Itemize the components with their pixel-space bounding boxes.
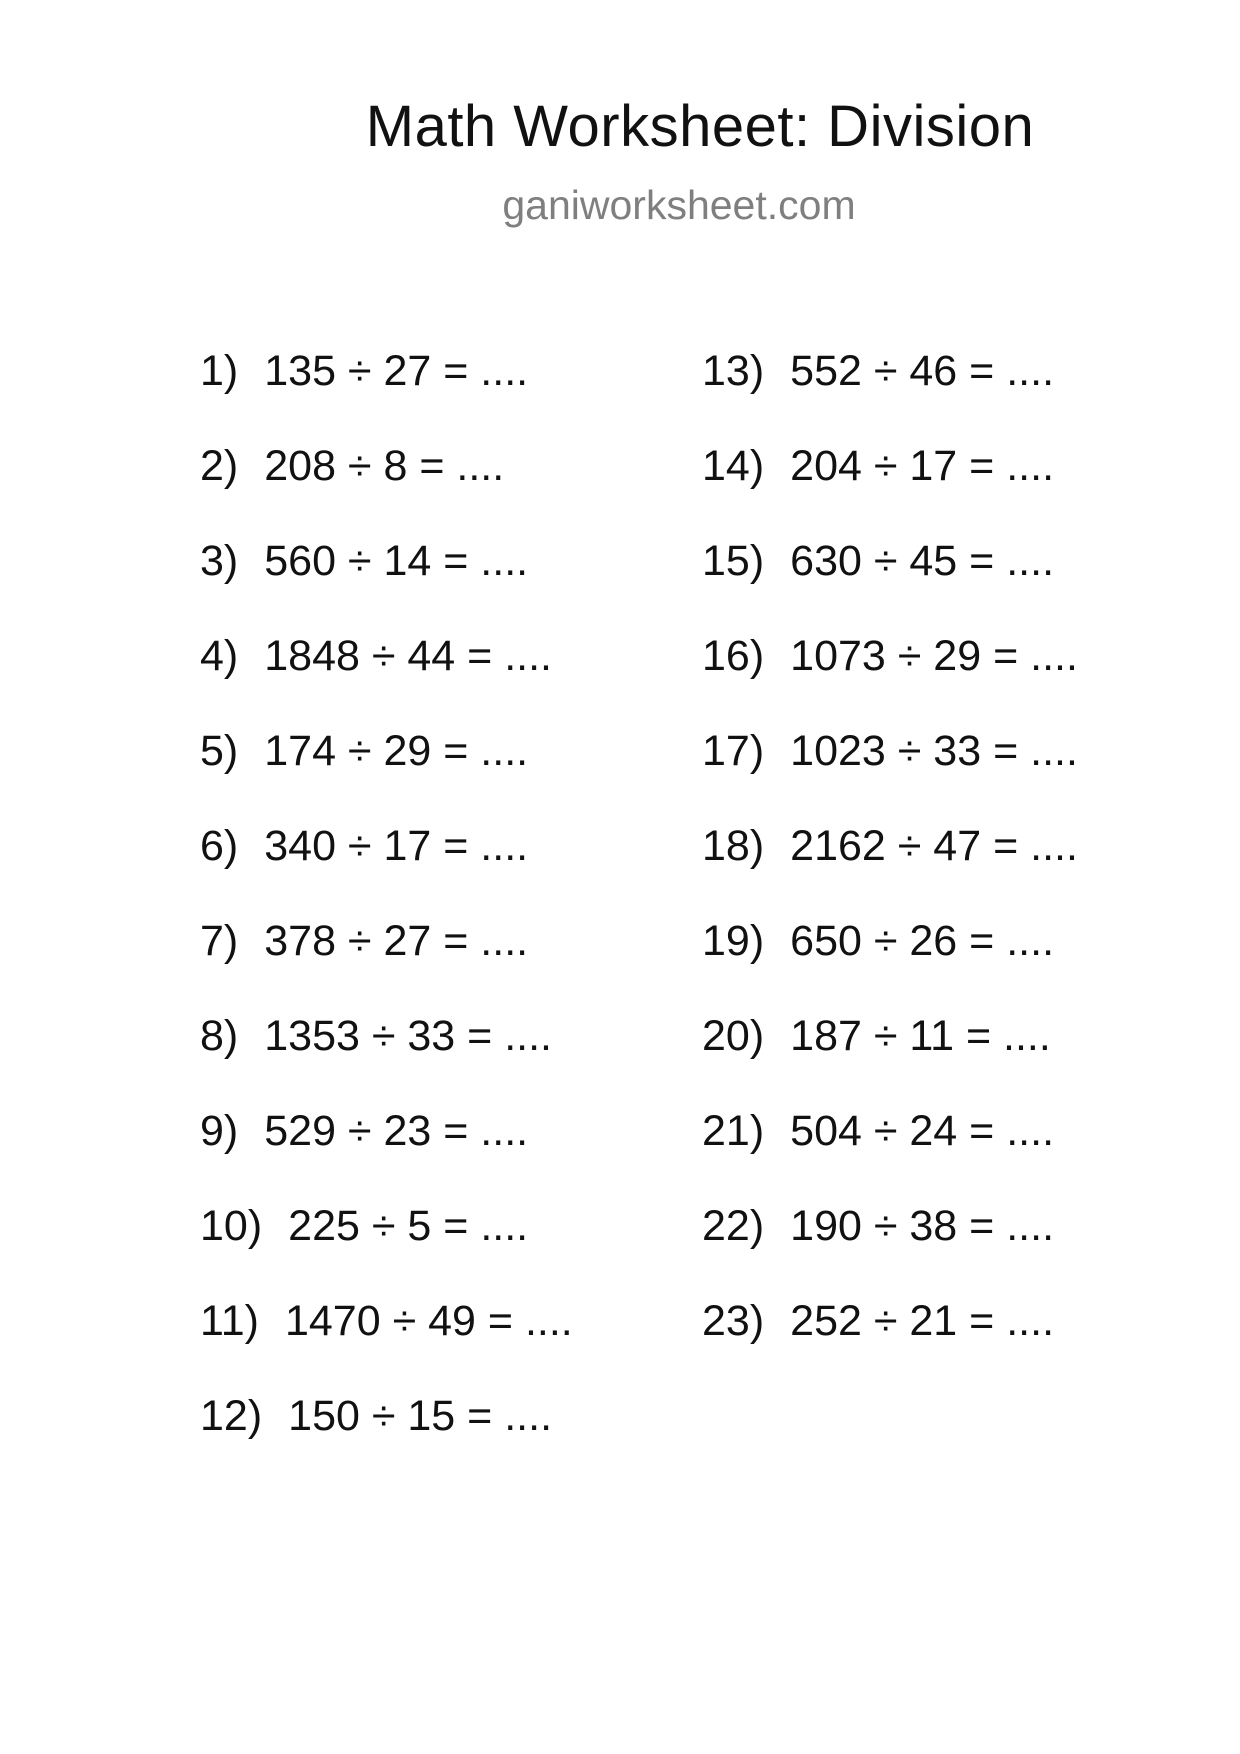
problem-number: 23): [702, 1297, 765, 1345]
problem-6: [200, 822, 573, 920]
problem-expression: 529 ÷ 23 = ....: [264, 1107, 529, 1155]
problem-number: 16): [702, 632, 765, 680]
problem-number: 17): [702, 727, 765, 775]
problem-number: 8): [200, 1012, 239, 1060]
problem-expression: 150 ÷ 15 = ....: [288, 1392, 553, 1440]
problem-16: [702, 632, 1078, 730]
problem-expression: 560 ÷ 14 = ....: [264, 537, 529, 585]
problem-number: 2): [200, 442, 239, 490]
problem-expression: 552 ÷ 46 = ....: [790, 347, 1055, 395]
problem-22: [702, 1202, 1078, 1300]
problem-number: 12): [200, 1392, 263, 1440]
problem-11: [200, 1297, 573, 1395]
problem-8: [200, 1012, 573, 1110]
problem-expression: 190 ÷ 38 = ....: [790, 1202, 1055, 1250]
problem-number: 11): [200, 1297, 259, 1345]
problem-20: [702, 1012, 1078, 1110]
problem-expression: 1470 ÷ 49 = ....: [284, 1297, 573, 1345]
problem-15: [702, 537, 1078, 635]
problem-number: 19): [702, 917, 765, 965]
problem-expression: 630 ÷ 45 = ....: [790, 537, 1055, 585]
problem-number: 14): [702, 442, 765, 490]
problem-10: [200, 1202, 573, 1300]
problem-number: 6): [200, 822, 239, 870]
problem-13: [702, 347, 1078, 445]
problem-7: [200, 917, 573, 1015]
problem-column-right: [702, 347, 1078, 1395]
worksheet-title: Math Worksheet: Division: [365, 94, 1035, 159]
problem-expression: 504 ÷ 24 = ....: [790, 1107, 1055, 1155]
problem-expression: 1353 ÷ 33 = ....: [264, 1012, 553, 1060]
problem-expression: 1848 ÷ 44 = ....: [264, 632, 553, 680]
problem-17: [702, 727, 1078, 825]
problem-2: [200, 442, 573, 540]
problem-number: 10): [200, 1202, 263, 1250]
problem-23: [702, 1297, 1078, 1395]
problem-3: [200, 537, 573, 635]
problem-number: 7): [200, 917, 239, 965]
problem-expression: 225 ÷ 5 = ....: [288, 1202, 529, 1250]
problem-number: 18): [702, 822, 765, 870]
problem-number: 3): [200, 537, 239, 585]
problem-expression: 650 ÷ 26 = ....: [790, 917, 1055, 965]
problem-5: [200, 727, 573, 825]
problem-number: 1): [200, 347, 239, 395]
problem-4: [200, 632, 573, 730]
worksheet-subtitle: ganiworksheet.com: [502, 182, 856, 228]
problem-column-left: [200, 347, 573, 1490]
problem-19: [702, 917, 1078, 1015]
problem-number: 20): [702, 1012, 765, 1060]
problem-number: 9): [200, 1107, 239, 1155]
problem-expression: 187 ÷ 11 = ....: [790, 1012, 1051, 1060]
problem-number: 15): [702, 537, 765, 585]
problem-21: [702, 1107, 1078, 1205]
problem-14: [702, 442, 1078, 540]
problem-expression: 1073 ÷ 29 = ....: [790, 632, 1078, 680]
problem-1: [200, 347, 573, 445]
problem-expression: 204 ÷ 17 = ....: [790, 442, 1055, 490]
problem-number: 13): [702, 347, 765, 395]
problem-expression: 1023 ÷ 33 = ....: [790, 727, 1078, 775]
problem-number: 21): [702, 1107, 765, 1155]
problem-expression: 174 ÷ 29 = ....: [264, 727, 529, 775]
problem-12: [200, 1392, 573, 1490]
problem-number: 4): [200, 632, 239, 680]
problem-expression: 2162 ÷ 47 = ....: [790, 822, 1078, 870]
problem-expression: 252 ÷ 21 = ....: [790, 1297, 1055, 1345]
problem-expression: 135 ÷ 27 = ....: [264, 347, 529, 395]
problem-expression: 378 ÷ 27 = ....: [264, 917, 529, 965]
problem-number: 22): [702, 1202, 765, 1250]
problem-expression: 340 ÷ 17 = ....: [264, 822, 529, 870]
problem-expression: 208 ÷ 8 = ....: [264, 442, 505, 490]
problem-9: [200, 1107, 573, 1205]
problem-18: [702, 822, 1078, 920]
problem-number: 5): [200, 727, 239, 775]
